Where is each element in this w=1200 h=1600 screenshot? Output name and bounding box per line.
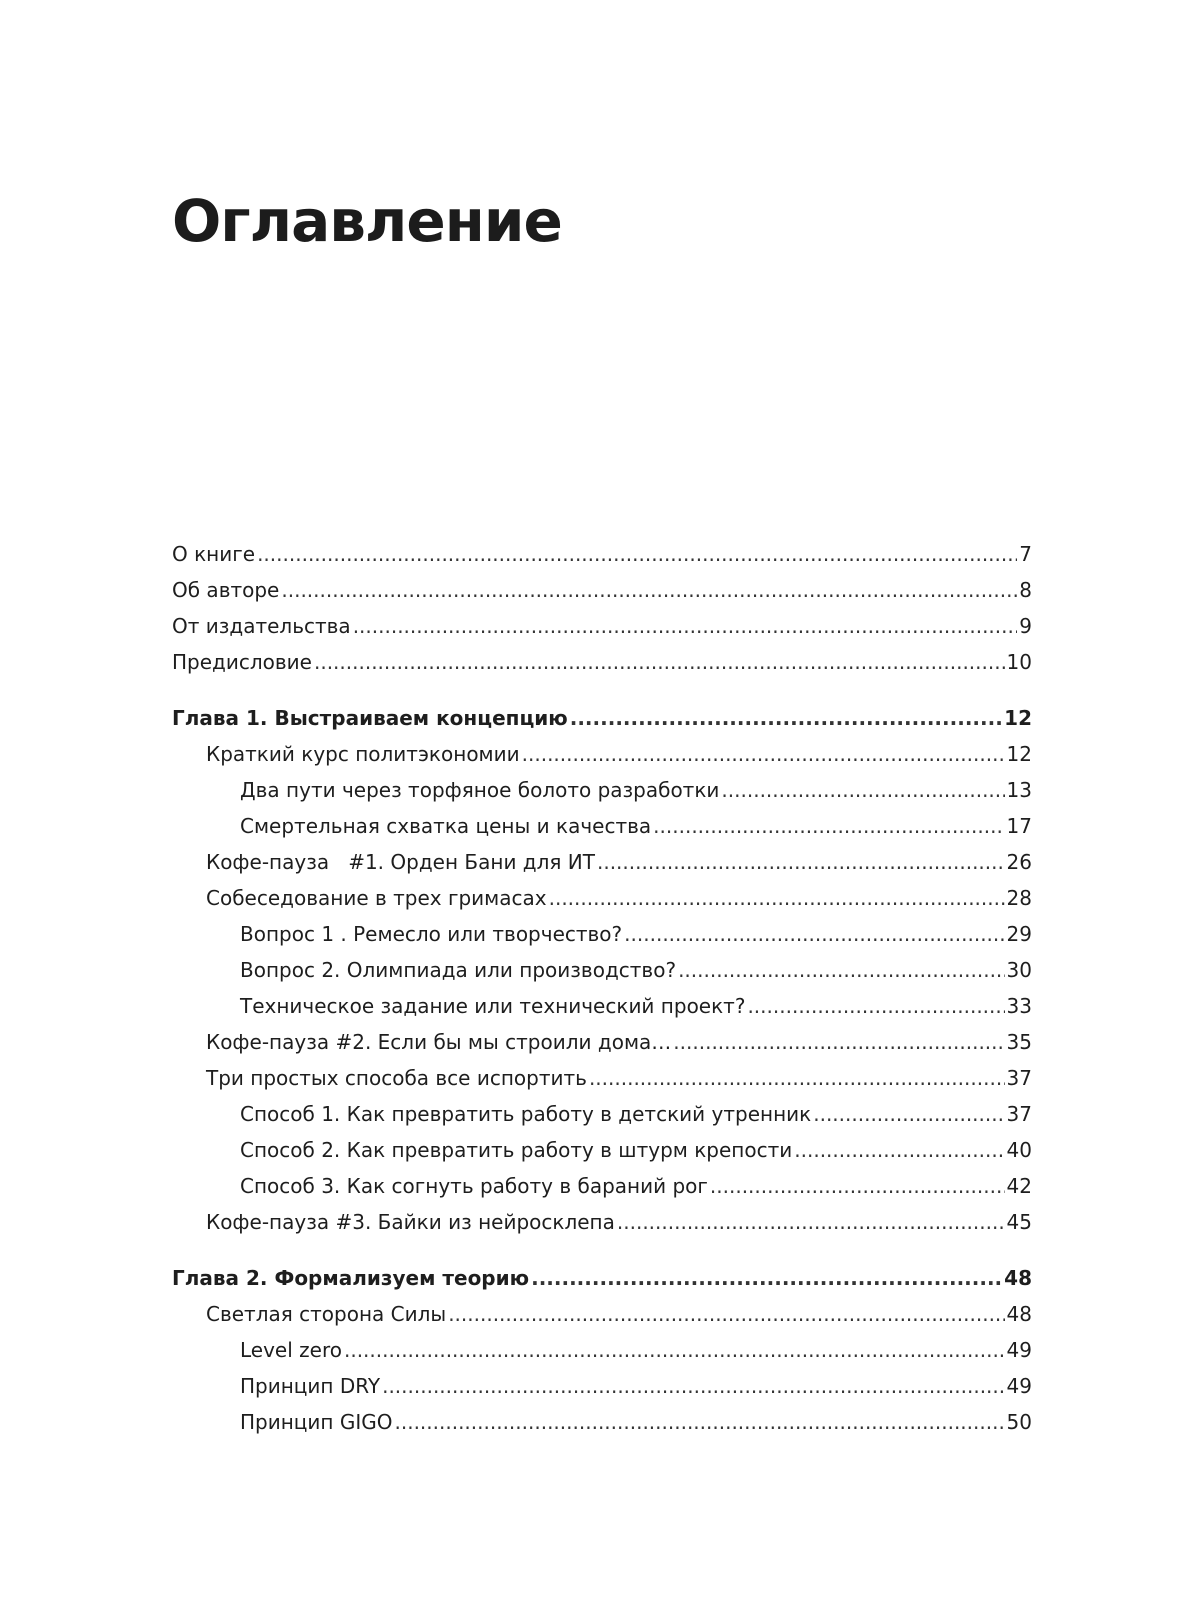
dot-leader (747, 988, 1004, 1024)
toc-entry-title: Светлая сторона Силы (206, 1302, 447, 1326)
toc-entry-title: От издательства (172, 614, 351, 638)
dot-leader (597, 844, 1005, 880)
dot-leader (314, 644, 1005, 680)
toc-entry-title: Собеседование в трех гримасах (206, 886, 547, 910)
dot-leader (549, 880, 1005, 916)
toc-entry[interactable] (172, 1332, 1032, 1368)
toc-entry-title: Level zero (240, 1338, 342, 1362)
toc-page-number: 28 (1006, 886, 1032, 910)
toc-entry-title: Кофе-пауза #1. Орден Бани для ИТ (206, 850, 595, 874)
toc-entry-title: Глава 2. Формализуем теорию (172, 1266, 530, 1290)
toc-entry-title: Три простых способа все испортить (206, 1066, 587, 1090)
toc-entry-title: О книге (172, 542, 256, 566)
toc-entry-title: Предисловие (172, 650, 312, 674)
toc-entry-title: Вопрос 2. Олимпиада или производство? (240, 958, 677, 982)
toc-entry-title: Кофе-пауза #3. Байки из нейросклепа (206, 1210, 615, 1234)
toc-entry[interactable] (172, 880, 1032, 916)
toc-entry-title: Принцип GIGO (240, 1410, 393, 1434)
toc-page-number: 48 (1006, 1302, 1032, 1326)
dot-leader (344, 1332, 1005, 1368)
toc-entry[interactable] (172, 1296, 1032, 1332)
toc-entry-title: Способ 1. Как превратить работу в детский утренник (240, 1102, 812, 1126)
dot-leader (353, 608, 1018, 644)
toc-entry-title: Два пути через торфяное болото разработки (240, 778, 720, 802)
toc-entry[interactable] (172, 844, 1032, 880)
toc-entry[interactable] (172, 916, 1032, 952)
toc-page-number: 35 (1006, 1030, 1032, 1054)
toc-page-number: 33 (1006, 994, 1032, 1018)
toc-page-number: 26 (1006, 850, 1032, 874)
toc-entry[interactable] (172, 1132, 1032, 1168)
toc-entry[interactable] (172, 1368, 1032, 1404)
dot-leader (678, 952, 1004, 988)
toc-entry[interactable] (172, 1204, 1032, 1240)
toc-entry-title: Техническое задание или технический проект? (240, 994, 746, 1018)
toc-entry-title: Смертельная схватка цены и качества (240, 814, 652, 838)
toc-entry[interactable] (172, 808, 1032, 844)
toc-entry-title: Глава 1. Выстраиваем концепцию (172, 706, 568, 730)
dot-leader (382, 1368, 1004, 1404)
toc-entry[interactable] (172, 608, 1032, 644)
toc-page-number: 29 (1006, 922, 1032, 946)
toc-chapter-entry[interactable] (172, 1260, 1032, 1296)
toc-entry[interactable] (172, 1060, 1032, 1096)
toc-entry-title: Принцип DRY (240, 1374, 381, 1398)
dot-leader (813, 1096, 1004, 1132)
toc-page-number: 45 (1006, 1210, 1032, 1234)
toc-entry[interactable] (172, 1168, 1032, 1204)
toc-page-number: 10 (1006, 650, 1032, 674)
toc-entry[interactable] (172, 536, 1032, 572)
dot-leader (570, 700, 1002, 736)
toc-entry-title: Способ 3. Как согнуть работу в бараний рог (240, 1174, 708, 1198)
dot-leader (624, 916, 1004, 952)
toc-page-number: 30 (1006, 958, 1032, 982)
toc-page-number: 12 (1006, 742, 1032, 766)
toc-entry-title: Об авторе (172, 578, 280, 602)
dot-leader (589, 1060, 1005, 1096)
toc-entry[interactable] (172, 1024, 1032, 1060)
toc-page-number: 42 (1006, 1174, 1032, 1198)
toc-page-number: 9 (1019, 614, 1032, 638)
dot-leader (448, 1296, 1004, 1332)
toc-page-number: 48 (1004, 1266, 1032, 1290)
toc-entry-title: Вопрос 1 . Ремесло или творчество? (240, 922, 623, 946)
toc-page-number: 13 (1006, 778, 1032, 802)
toc-page-number: 49 (1006, 1374, 1032, 1398)
dot-leader (522, 736, 1005, 772)
toc-entry-title: Краткий курс политэкономии (206, 742, 520, 766)
toc-entry-title: Способ 2. Как превратить работу в штурм крепости (240, 1138, 793, 1162)
table-of-contents (172, 536, 1032, 1440)
dot-leader (257, 536, 1017, 572)
dot-leader (531, 1260, 1002, 1296)
toc-entry[interactable] (172, 1096, 1032, 1132)
toc-entry-title: Кофе-пауза #2. Если бы мы строили дома… (206, 1030, 672, 1054)
dot-leader (710, 1168, 1005, 1204)
toc-page-number: 40 (1006, 1138, 1032, 1162)
toc-page-number: 17 (1006, 814, 1032, 838)
toc-page-number: 37 (1006, 1066, 1032, 1090)
toc-entry[interactable] (172, 772, 1032, 808)
toc-chapter-entry[interactable] (172, 700, 1032, 736)
toc-page-number: 50 (1006, 1410, 1032, 1434)
toc-page-number: 7 (1019, 542, 1032, 566)
toc-entry[interactable] (172, 736, 1032, 772)
dot-leader (281, 572, 1017, 608)
toc-page-number: 37 (1006, 1102, 1032, 1126)
toc-entry[interactable] (172, 988, 1032, 1024)
toc-page-number: 49 (1006, 1338, 1032, 1362)
toc-entry[interactable] (172, 1404, 1032, 1440)
toc-entry[interactable] (172, 644, 1032, 680)
dot-leader (395, 1404, 1005, 1440)
dot-leader (653, 808, 1004, 844)
dot-leader (673, 1024, 1004, 1060)
page-title: Оглавление (172, 187, 562, 255)
toc-entry[interactable] (172, 952, 1032, 988)
dot-leader (794, 1132, 1004, 1168)
toc-page-number: 8 (1019, 578, 1032, 602)
dot-leader (617, 1204, 1005, 1240)
toc-page-number: 12 (1004, 706, 1032, 730)
toc-entry[interactable] (172, 572, 1032, 608)
dot-leader (721, 772, 1004, 808)
